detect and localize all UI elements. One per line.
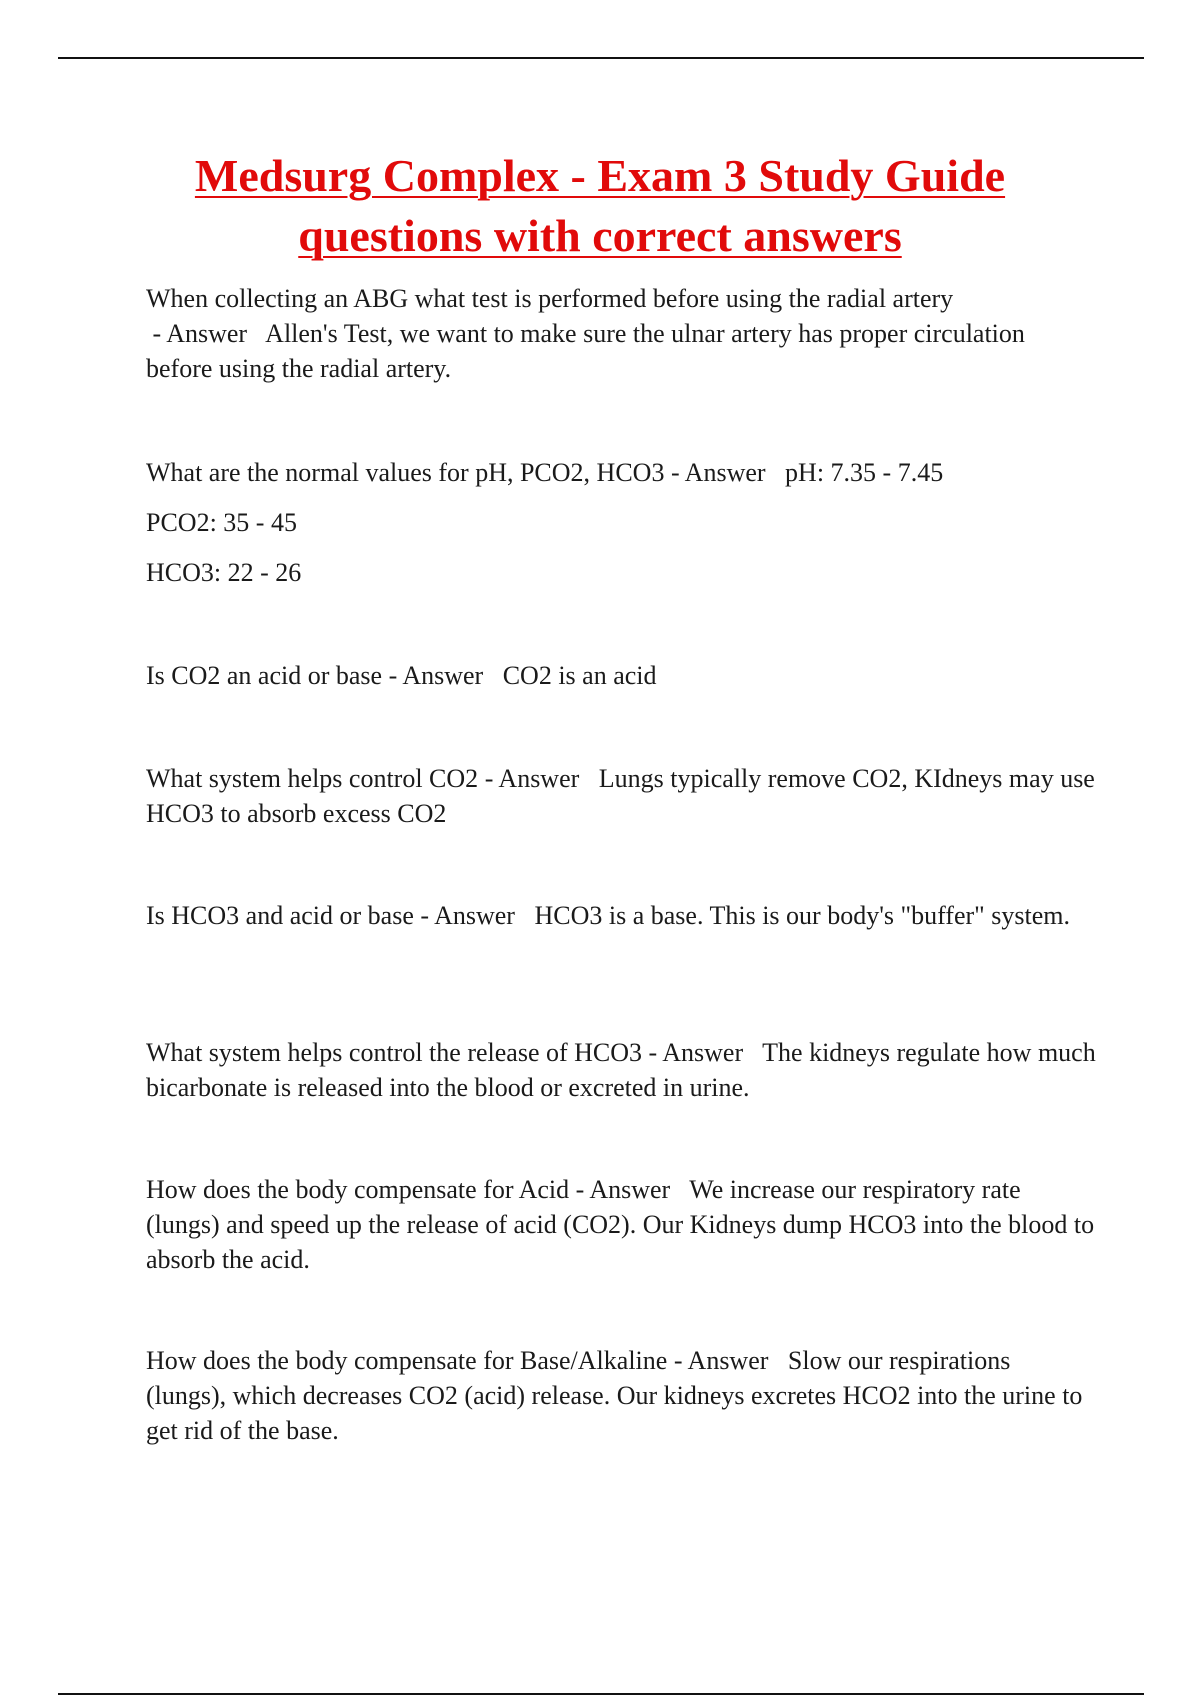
answer-text: CO2 is an acid bbox=[502, 661, 657, 690]
answer-separator: - Answer bbox=[569, 1175, 690, 1204]
question-text: Is CO2 an acid or base bbox=[146, 661, 383, 690]
question-text: When collecting an ABG what test is performed before using the radial artery bbox=[146, 284, 954, 313]
question-text: What are the normal values for pH, PCO2, HCO3 bbox=[146, 458, 665, 487]
qa-item-5 bbox=[146, 898, 1096, 933]
qa-item-3 bbox=[146, 658, 1096, 693]
answer-text: pH: 7.35 - 7.45 bbox=[785, 458, 944, 487]
answer-text: HCO3 is a base. This is our body's "buffer" system. bbox=[534, 901, 1070, 930]
answer-separator: - Answer bbox=[382, 661, 503, 690]
answer-text: Allen's Test, we want to make sure the ulnar artery has proper circulation before using the radial artery. bbox=[146, 319, 1025, 383]
title-line-1: Medsurg Complex - Exam 3 Study Guide bbox=[194, 150, 1006, 201]
answer-extra-line: PCO2: 35 - 45 bbox=[146, 508, 297, 537]
question-text: How does the body compensate for Acid bbox=[146, 1175, 570, 1204]
answer-text: The kidneys regulate how much bicarbonate is released into the blood or excreted in urine. bbox=[146, 1038, 1096, 1102]
answer-text: Slow our respirations (lungs), which decreases CO2 (acid) release. Our kidneys excretes HCO2 into the urine to get rid of the base. bbox=[146, 1346, 1083, 1445]
answer-separator: - Answer bbox=[664, 458, 786, 487]
question-text: What system helps control the release of HCO3 bbox=[146, 1038, 643, 1067]
title-line-2: questions with correct answers bbox=[298, 210, 902, 261]
page-title bbox=[100, 146, 1100, 266]
answer-separator: - Answer bbox=[413, 901, 535, 930]
answer-extra-line: HCO3: 22 - 26 bbox=[146, 558, 302, 587]
top-rule bbox=[58, 57, 1144, 59]
qa-item-7 bbox=[146, 1172, 1096, 1277]
answer-separator: - Answer bbox=[667, 1346, 788, 1375]
bottom-rule bbox=[58, 1693, 1144, 1695]
qa-item-4 bbox=[146, 761, 1096, 831]
question-text: Is HCO3 and acid or base bbox=[146, 901, 414, 930]
answer-separator: - Answer bbox=[642, 1038, 763, 1067]
answer-text: Lungs typically remove CO2, KIdneys may use HCO3 to absorb excess CO2 bbox=[146, 764, 1095, 828]
question-text: How does the body compensate for Base/Alkaline bbox=[146, 1346, 668, 1375]
qa-item-8 bbox=[146, 1343, 1096, 1448]
qa-item-1 bbox=[146, 281, 1096, 386]
answer-separator: - Answer bbox=[478, 764, 599, 793]
qa-item-2 bbox=[146, 455, 1096, 590]
question-text: What system helps control CO2 bbox=[146, 764, 479, 793]
qa-item-6 bbox=[146, 1035, 1096, 1105]
answer-text: We increase our respiratory rate (lungs) and speed up the release of acid (CO2). Our Kidneys dump HCO3 into the blood to absorb the acid. bbox=[146, 1175, 1095, 1274]
answer-separator: - Answer bbox=[146, 319, 266, 348]
